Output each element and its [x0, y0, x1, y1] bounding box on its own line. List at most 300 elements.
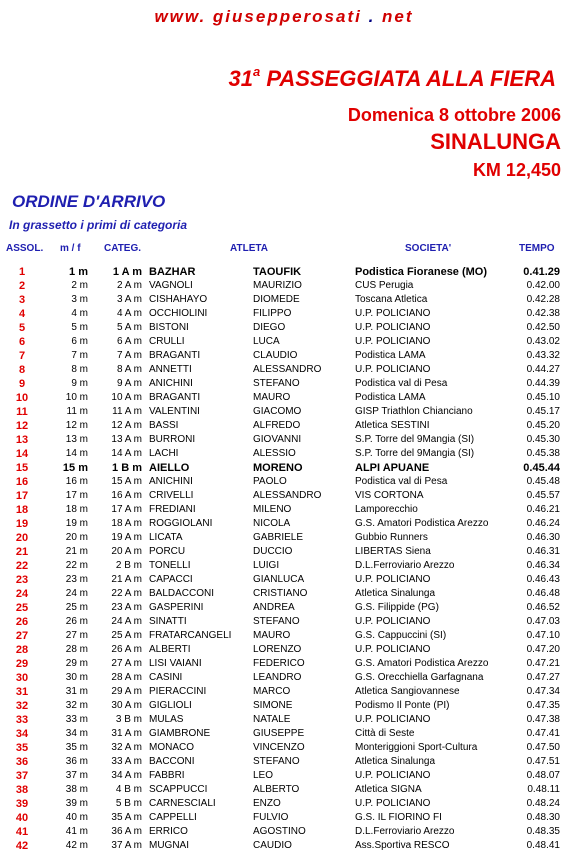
result-pos: 3: [18, 294, 26, 306]
event-distance: KM 12,450: [472, 160, 561, 180]
result-category: 24 A m: [111, 616, 142, 627]
result-mf: 12 m: [65, 420, 88, 431]
result-surname: SINATTI: [149, 616, 187, 627]
result-mf: 39 m: [65, 798, 88, 809]
table-row: [0, 321, 568, 335]
result-surname: VALENTINI: [149, 406, 200, 417]
result-society: Atletica Sangiovannese: [355, 686, 460, 697]
table-row: [0, 587, 568, 601]
result-name: NICOLA: [253, 518, 291, 529]
result-mf: 18 m: [65, 504, 88, 515]
result-society: U.P. POLICIANO: [355, 308, 431, 319]
result-category: 9 A m: [116, 378, 142, 389]
col-header-time: TEMPO: [519, 243, 555, 254]
result-category: 4 A m: [116, 308, 142, 319]
result-society: G.S. Orecchiella Garfagnana: [355, 672, 484, 683]
result-category: 1 A m: [112, 266, 142, 278]
result-mf: 16 m: [65, 476, 88, 487]
result-society: Atletica Sinalunga: [355, 588, 436, 599]
result-pos: 41: [15, 826, 29, 838]
result-category: 5 B m: [115, 798, 142, 809]
result-surname: ANICHINI: [149, 378, 193, 389]
col-header-society: SOCIETA': [405, 243, 452, 254]
result-society: U.P. POLICIANO: [355, 798, 431, 809]
result-time: 0.48.41: [526, 840, 560, 851]
table-row: [0, 797, 568, 811]
result-society: U.P. POLICIANO: [355, 714, 431, 725]
result-name: SIMONE: [253, 700, 293, 711]
event-date: Domenica 8 ottobre 2006: [347, 105, 561, 125]
result-society: D.L.Ferroviario Arezzo: [355, 826, 455, 837]
result-name: ALESSANDRO: [253, 490, 322, 501]
result-category: 17 A m: [111, 504, 142, 515]
col-header-pos: ASSOL.: [6, 243, 44, 254]
result-time: 0.43.32: [526, 350, 560, 361]
result-category: 34 A m: [111, 770, 142, 781]
table-row: [0, 755, 568, 769]
result-mf: 5 m: [71, 322, 88, 333]
result-mf: 25 m: [65, 602, 88, 613]
result-time: 0.47.34: [526, 686, 560, 697]
result-society: G.S. Amatori Podistica Arezzo: [355, 658, 489, 669]
result-time: 0.45.38: [526, 448, 560, 459]
result-name: DIOMEDE: [253, 294, 300, 305]
result-pos: 19: [15, 518, 29, 530]
result-surname: GASPERINI: [149, 602, 204, 613]
result-category: 19 A m: [111, 532, 142, 543]
table-row: [0, 685, 568, 699]
result-surname: GIAMBRONE: [149, 728, 211, 739]
result-society: Lamporecchio: [355, 504, 418, 515]
result-category: 11 A m: [112, 406, 142, 417]
result-society: Podistica val di Pesa: [355, 378, 448, 389]
result-name: LEO: [253, 770, 274, 781]
result-time: 0.48.07: [526, 770, 560, 781]
table-row: [0, 363, 568, 377]
result-society: S.P. Torre del 9Mangia (SI): [355, 448, 475, 459]
result-mf: 13 m: [65, 434, 88, 445]
result-time: 0.42.28: [526, 294, 560, 305]
result-name: FULVIO: [253, 812, 289, 823]
result-time: 0.48.11: [527, 784, 560, 795]
result-society: Podistica val di Pesa: [355, 476, 448, 487]
result-mf: 3 m: [71, 294, 88, 305]
result-surname: LISI VAIANI: [149, 658, 202, 669]
table-row: [0, 671, 568, 685]
result-name: NATALE: [253, 714, 291, 725]
result-pos: 25: [15, 602, 29, 614]
result-name: ALESSANDRO: [253, 364, 322, 375]
result-name: LUCA: [253, 336, 280, 347]
table-row: [0, 307, 568, 321]
result-time: 0.46.43: [526, 574, 560, 585]
result-time: 0.47.21: [526, 658, 560, 669]
result-mf: 40 m: [65, 812, 88, 823]
result-category: 21 A m: [111, 574, 142, 585]
result-pos: 33: [15, 714, 29, 726]
result-category: 16 A m: [111, 490, 142, 501]
result-time: 0.47.35: [526, 700, 560, 711]
result-name: MAURO: [253, 630, 291, 641]
result-society: Podismo Il Ponte (PI): [355, 700, 450, 711]
result-time: 0.47.27: [526, 672, 560, 683]
table-row: [0, 335, 568, 349]
result-surname: BRAGANTI: [149, 392, 201, 403]
result-time: 0.45.20: [526, 420, 560, 431]
table-row: [0, 643, 568, 657]
result-pos: 39: [15, 798, 29, 810]
result-pos: 26: [15, 616, 29, 628]
table-row: [0, 559, 568, 573]
event-place: SINALUNGA: [430, 129, 561, 154]
result-time: 0.45.17: [526, 406, 560, 417]
result-category: 25 A m: [111, 630, 142, 641]
result-time: 0.46.34: [526, 560, 560, 571]
result-name: FILIPPO: [253, 308, 292, 319]
result-pos: 21: [15, 546, 29, 558]
col-header-cat: CATEG.: [104, 243, 142, 254]
result-pos: 6: [18, 336, 26, 348]
result-mf: 14 m: [65, 448, 88, 459]
result-category: 36 A m: [111, 826, 142, 837]
table-row: [0, 461, 568, 475]
result-surname: CISHAHAYO: [149, 294, 208, 305]
result-category: 22 A m: [111, 588, 142, 599]
result-time: 0.48.35: [526, 826, 560, 837]
result-pos: 11: [16, 406, 28, 418]
result-surname: CASINI: [149, 672, 183, 683]
result-mf: 37 m: [65, 770, 88, 781]
result-surname: SCAPPUCCI: [149, 784, 208, 795]
result-name: DIEGO: [253, 322, 286, 333]
result-pos: 38: [15, 784, 29, 796]
result-category: 4 B m: [115, 784, 142, 795]
result-mf: 33 m: [65, 714, 88, 725]
result-name: FEDERICO: [253, 658, 305, 669]
site-url-dot: .: [368, 7, 376, 26]
result-time: 0.47.51: [526, 756, 560, 767]
table-row: [0, 433, 568, 447]
result-surname: TONELLI: [149, 560, 191, 571]
result-pos: 18: [15, 504, 29, 516]
result-surname: BALDACCONI: [149, 588, 215, 599]
result-society: ALPI APUANE: [355, 462, 430, 474]
site-url[interactable]: [0, 7, 568, 27]
table-row: [0, 657, 568, 671]
col-header-mf: m / f: [60, 243, 81, 254]
result-name: STEFANO: [253, 378, 300, 389]
result-society: D.L.Ferroviario Arezzo: [355, 560, 455, 571]
result-name: TAOUFIK: [253, 266, 302, 278]
result-time: 0.47.50: [526, 742, 560, 753]
result-category: 23 A m: [111, 602, 142, 613]
table-row: [0, 349, 568, 363]
result-name: ANDREA: [253, 602, 295, 613]
result-category: 18 A m: [111, 518, 142, 529]
result-society: Monteriggioni Sport-Cultura: [355, 742, 478, 753]
result-name: MAURIZIO: [253, 280, 302, 291]
site-url-part1: www. giusepperosati: [154, 7, 362, 26]
result-surname: OCCHIOLINI: [149, 308, 208, 319]
result-surname: MONACO: [149, 742, 194, 753]
result-category: 7 A m: [116, 350, 142, 361]
result-category: 26 A m: [111, 644, 142, 655]
result-surname: CARNESCIALI: [149, 798, 216, 809]
result-surname: PIERACCINI: [149, 686, 207, 697]
result-category: 8 A m: [116, 364, 142, 375]
result-name: CLAUDIO: [253, 350, 298, 361]
result-mf: 19 m: [65, 518, 88, 529]
result-pos: 28: [15, 644, 29, 656]
result-name: LUIGI: [253, 560, 280, 571]
result-pos: 22: [15, 560, 29, 572]
result-category: 27 A m: [111, 658, 142, 669]
result-name: PAOLO: [253, 476, 287, 487]
result-society: Gubbio Runners: [355, 532, 428, 543]
result-name: ALFREDO: [253, 420, 301, 431]
table-row: [0, 741, 568, 755]
result-name: STEFANO: [253, 616, 300, 627]
result-surname: CAPACCI: [149, 574, 193, 585]
result-pos: 40: [15, 812, 29, 824]
table-row: [0, 531, 568, 545]
result-mf: 6 m: [71, 336, 88, 347]
result-time: 0.47.03: [526, 616, 560, 627]
result-society: GISP Triathlon Chianciano: [355, 406, 473, 417]
result-pos: 8: [18, 364, 26, 376]
result-name: DUCCIO: [253, 546, 293, 557]
table-row: [0, 475, 568, 489]
result-category: 12 A m: [111, 420, 142, 431]
result-mf: 41 m: [65, 826, 88, 837]
result-pos: 16: [15, 476, 29, 488]
result-mf: 22 m: [65, 560, 88, 571]
result-mf: 35 m: [65, 742, 88, 753]
result-category: 32 A m: [111, 742, 142, 753]
event-title-text: PASSEGGIATA ALLA FIERA: [260, 66, 556, 91]
result-surname: LACHI: [149, 448, 179, 459]
result-category: 2 A m: [116, 280, 142, 291]
result-pos: 9: [18, 378, 26, 390]
result-surname: BRAGANTI: [149, 350, 201, 361]
result-pos: 4: [18, 308, 26, 320]
result-surname: ANICHINI: [149, 476, 193, 487]
result-time: 0.46.21: [526, 504, 560, 515]
result-society: Podistica Fioranese (MO): [355, 266, 488, 278]
result-name: GIACOMO: [253, 406, 302, 417]
result-category: 31 A m: [111, 728, 142, 739]
result-surname: BURRONI: [149, 434, 196, 445]
event-title-ordinal: a: [252, 64, 261, 79]
table-row: [0, 573, 568, 587]
result-time: 0.45.57: [526, 490, 560, 501]
result-pos: 29: [15, 658, 29, 670]
result-surname: CRIVELLI: [149, 490, 194, 501]
result-category: 20 A m: [111, 546, 142, 557]
result-mf: 36 m: [65, 756, 88, 767]
result-time: 0.45.30: [526, 434, 560, 445]
result-name: ALESSIO: [253, 448, 296, 459]
table-row: [0, 405, 568, 419]
result-name: AGOSTINO: [253, 826, 306, 837]
result-name: GABRIELE: [253, 532, 304, 543]
result-time: 0.45.48: [526, 476, 560, 487]
result-society: LIBERTAS Siena: [355, 546, 431, 557]
table-row: [0, 517, 568, 531]
result-surname: FREDIANI: [149, 504, 196, 515]
result-name: CAUDIO: [253, 840, 292, 851]
result-time: 0.45.10: [526, 392, 560, 403]
event-title: [229, 66, 557, 92]
result-society: CUS Perugia: [355, 280, 414, 291]
result-society: U.P. POLICIANO: [355, 644, 431, 655]
table-row: [0, 713, 568, 727]
result-pos: 35: [15, 742, 29, 754]
result-time: 0.42.50: [526, 322, 560, 333]
result-society: Ass.Sportiva RESCO: [355, 840, 450, 851]
result-name: ALBERTO: [253, 784, 300, 795]
result-society: Città di Seste: [355, 728, 415, 739]
table-row: [0, 839, 568, 853]
result-mf: 2 m: [71, 280, 88, 291]
result-name: VINCENZO: [253, 742, 305, 753]
result-category: 33 A m: [111, 756, 142, 767]
result-mf: 8 m: [71, 364, 88, 375]
result-time: 0.44.27: [526, 364, 560, 375]
table-row: [0, 545, 568, 559]
result-mf: 32 m: [65, 700, 88, 711]
result-name: ENZO: [253, 798, 281, 809]
result-mf: 9 m: [71, 378, 88, 389]
table-row: [0, 811, 568, 825]
table-row: [0, 615, 568, 629]
result-mf: 28 m: [65, 644, 88, 655]
result-name: LEANDRO: [253, 672, 302, 683]
result-surname: CRULLI: [149, 336, 185, 347]
result-society: U.P. POLICIANO: [355, 770, 431, 781]
table-row: [0, 503, 568, 517]
result-name: LORENZO: [253, 644, 302, 655]
result-society: Atletica Sinalunga: [355, 756, 436, 767]
table-row: [0, 293, 568, 307]
result-society: U.P. POLICIANO: [355, 336, 431, 347]
result-pos: 32: [15, 700, 29, 712]
result-name: MARCO: [253, 686, 291, 697]
result-time: 0.47.20: [526, 644, 560, 655]
result-time: 0.41.29: [523, 266, 560, 278]
table-row: [0, 447, 568, 461]
result-society: Atletica SIGNA: [355, 784, 422, 795]
result-category: 29 A m: [111, 686, 142, 697]
result-surname: FABBRI: [149, 770, 185, 781]
result-category: 6 A m: [116, 336, 142, 347]
result-surname: MULAS: [149, 714, 184, 725]
result-society: Atletica SESTINI: [355, 420, 430, 431]
result-society: VIS CORTONA: [355, 490, 424, 501]
result-surname: PORCU: [149, 546, 186, 557]
result-time: 0.47.41: [526, 728, 560, 739]
result-pos: 15: [15, 462, 29, 474]
result-society: U.P. POLICIANO: [355, 574, 431, 585]
result-time: 0.46.31: [526, 546, 560, 557]
result-pos: 27: [15, 630, 29, 642]
results-table: [0, 265, 568, 853]
result-name: CRISTIANO: [253, 588, 308, 599]
result-surname: AIELLO: [149, 462, 190, 474]
result-time: 0.48.30: [526, 812, 560, 823]
result-time: 0.42.38: [526, 308, 560, 319]
result-category: 35 A m: [111, 812, 142, 823]
result-mf: 31 m: [65, 686, 88, 697]
result-mf: 42 m: [65, 840, 88, 851]
result-surname: FRATARCANGELI: [149, 630, 232, 641]
result-surname: LICATA: [149, 532, 183, 543]
result-time: 0.46.48: [526, 588, 560, 599]
result-mf: 34 m: [65, 728, 88, 739]
result-pos: 34: [15, 728, 29, 740]
result-pos: 42: [15, 840, 29, 852]
result-category: 1 B m: [112, 462, 142, 474]
result-mf: 38 m: [65, 784, 88, 795]
result-pos: 1: [18, 266, 26, 278]
result-pos: 7: [18, 350, 26, 362]
result-mf: 10 m: [65, 392, 88, 403]
result-time: 0.46.24: [526, 518, 560, 529]
table-row: [0, 391, 568, 405]
event-title-number: 31: [228, 66, 253, 91]
result-name: STEFANO: [253, 756, 300, 767]
result-category: 15 A m: [111, 476, 142, 487]
result-name: MAURO: [253, 392, 291, 403]
result-society: G.S. IL FIORINO FI: [355, 812, 442, 823]
result-pos: 23: [15, 574, 29, 586]
result-pos: 17: [15, 490, 29, 502]
result-time: 0.46.52: [526, 602, 560, 613]
result-mf: 7 m: [71, 350, 88, 361]
result-mf: 20 m: [65, 532, 88, 543]
result-mf: 4 m: [71, 308, 88, 319]
result-mf: 23 m: [65, 574, 88, 585]
table-row: [0, 783, 568, 797]
result-pos: 12: [15, 420, 29, 432]
table-row: [0, 419, 568, 433]
result-category: 10 A m: [111, 392, 142, 403]
table-row: [0, 265, 568, 279]
result-pos: 10: [15, 392, 29, 404]
result-pos: 31: [15, 686, 29, 698]
result-mf: 27 m: [65, 630, 88, 641]
result-name: MILENO: [253, 504, 292, 515]
result-surname: ERRICO: [149, 826, 188, 837]
result-mf: 21 m: [65, 546, 88, 557]
result-category: 13 A m: [111, 434, 142, 445]
result-name: GIUSEPPE: [253, 728, 305, 739]
result-mf: 24 m: [65, 588, 88, 599]
result-time: 0.43.02: [526, 336, 560, 347]
result-mf: 29 m: [65, 658, 88, 669]
result-time: 0.47.10: [526, 630, 560, 641]
result-surname: ROGGIOLANI: [149, 518, 213, 529]
result-surname: BACCONI: [149, 756, 195, 767]
result-surname: CAPPELLI: [149, 812, 197, 823]
result-time: 0.44.39: [526, 378, 560, 389]
results-heading: ORDINE D'ARRIVO: [12, 192, 166, 211]
table-row: [0, 377, 568, 391]
result-society: U.P. POLICIANO: [355, 364, 431, 375]
result-pos: 20: [15, 532, 29, 544]
result-category: 30 A m: [111, 700, 142, 711]
result-name: GIANLUCA: [253, 574, 305, 585]
